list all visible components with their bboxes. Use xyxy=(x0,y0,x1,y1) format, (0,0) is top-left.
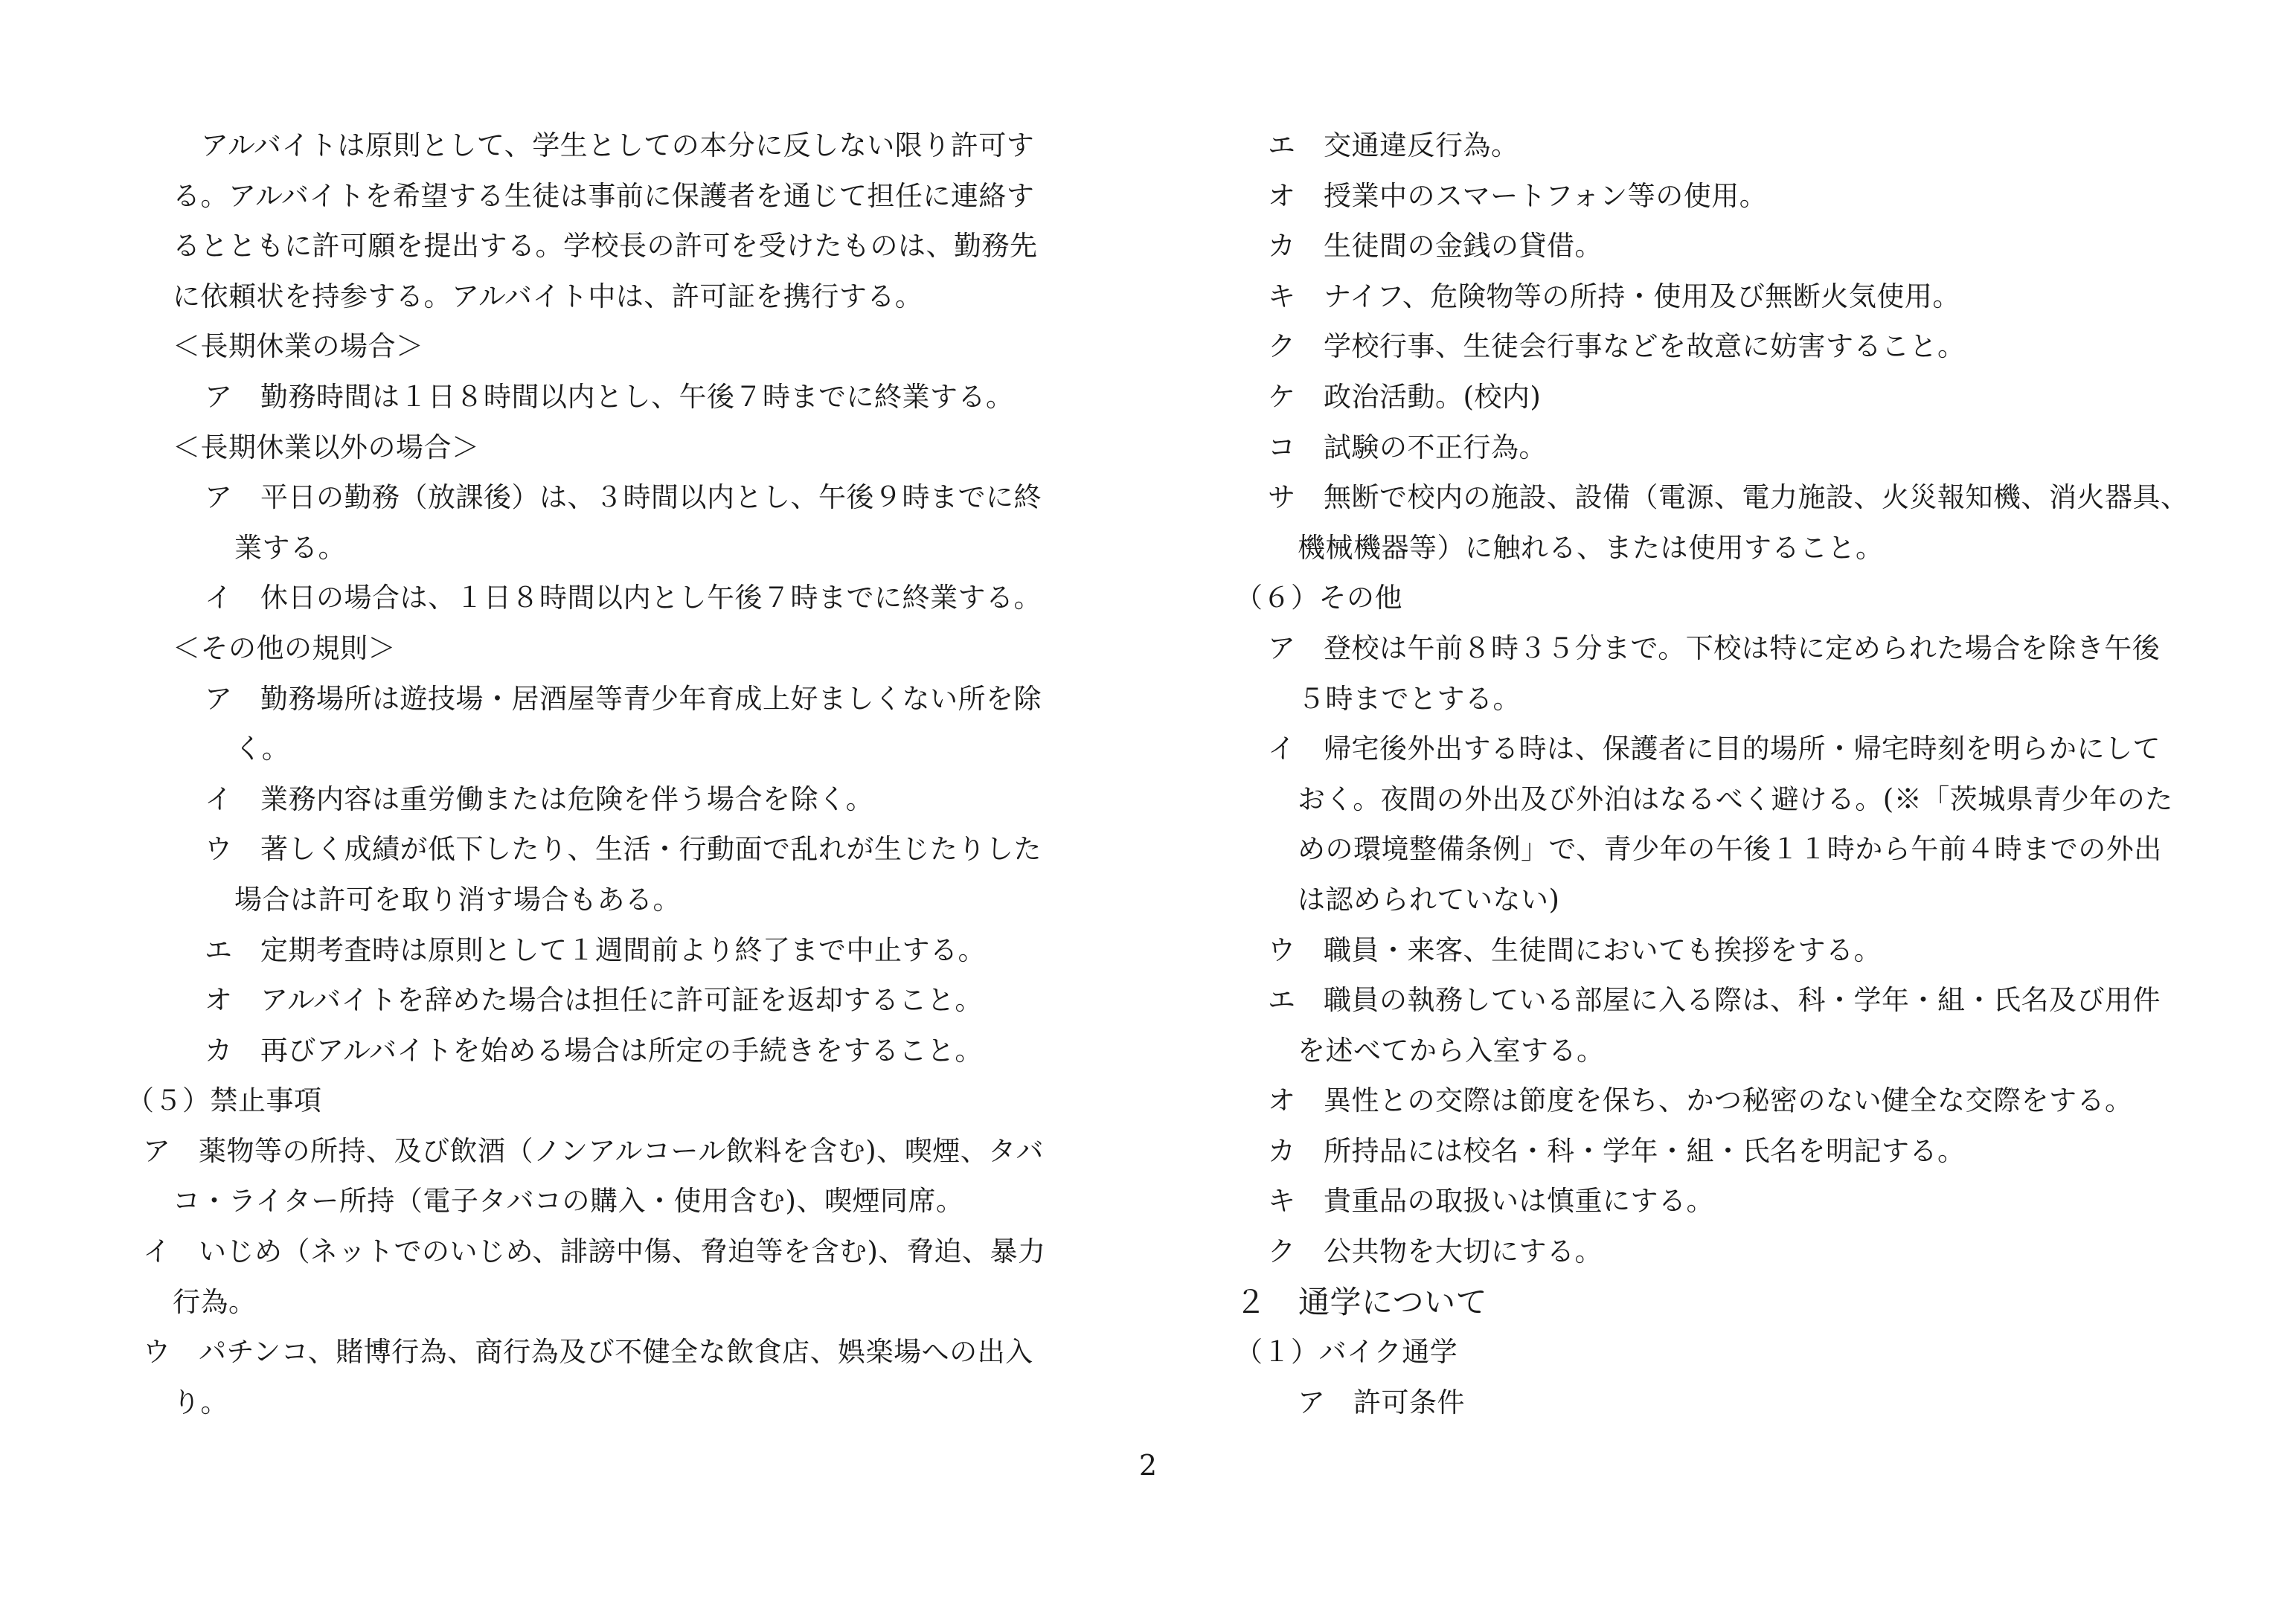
text-line: エ 交通違反行為。 xyxy=(1268,129,1519,161)
left-column xyxy=(126,120,1101,1427)
text-line: エ 定期考査時は原則として１週間前より終了まで中止する。 xyxy=(205,933,986,966)
text-line: めの環境整備条例」で、青少年の午後１１時から午前４時までの外出 xyxy=(1298,833,2162,866)
text-line: キ ナイフ、危険物等の所持・使用及び無断火気使用。 xyxy=(1268,280,1960,312)
text-line: ウ 職員・来客、生徒間においても挨拶をする。 xyxy=(1268,933,1882,966)
text-line: キ 貴重品の取扱いは慎重にする。 xyxy=(1268,1185,1714,1218)
text-line: イ いじめ（ネットでのいじめ、誹謗中傷、脅迫等を含む)、脅迫、暴力 xyxy=(143,1235,1046,1268)
text-line: る。アルバイトを希望する生徒は事前に保護者を通じて担任に連絡す xyxy=(173,179,1035,212)
text-line: イ 休日の場合は、１日８時間以内とし午後７時までに終業する。 xyxy=(205,582,1042,614)
text-line: は認められていない) xyxy=(1298,883,1560,916)
text-line: コ 試験の不正行為。 xyxy=(1268,431,1547,463)
text-line: カ 生徒間の金銭の貸借。 xyxy=(1268,230,1603,263)
section-heading: ２ 通学について xyxy=(1235,1283,1488,1320)
text-line: に依頼状を持参する。アルバイト中は、許可証を携行する。 xyxy=(173,280,923,312)
text-line: 業する。 xyxy=(234,531,346,564)
text-line: コ・ライター所持（電子タバコの購入・使用含む)、喫煙同席。 xyxy=(173,1185,964,1218)
text-line: カ 再びアルバイトを始める場合は所定の手続きをすること。 xyxy=(205,1034,983,1067)
text-line: ＜長期休業の場合＞ xyxy=(173,330,424,363)
text-line: おく。夜間の外出及び外泊はなるべく避ける。(※「茨城県青少年のた xyxy=(1298,782,2173,815)
text-line: ク 学校行事、生徒会行事などを故意に妨害すること。 xyxy=(1268,330,1966,363)
text-line: を述べてから入室する。 xyxy=(1298,1034,1605,1067)
text-line: るとともに許可願を提出する。学校長の許可を受けたものは、勤務先 xyxy=(173,230,1038,263)
text-line: ア 平日の勤務（放課後）は、３時間以内とし、午後９時までに終 xyxy=(205,481,1042,514)
text-line: ア 勤務場所は遊技場・居酒屋等青少年育成上好ましくない所を除 xyxy=(205,682,1042,715)
text-line: イ 業務内容は重労働または危険を伴う場合を除く。 xyxy=(205,782,874,815)
text-line: 機械機器等）に触れる、または使用すること。 xyxy=(1298,531,1884,564)
text-line: ウ パチンコ、賭博行為、商行為及び不健全な飲食店、娯楽場への出入 xyxy=(143,1336,1033,1369)
text-line: り。 xyxy=(173,1386,228,1418)
text-line: オ 授業中のスマートフォン等の使用。 xyxy=(1268,179,1768,212)
text-line: く。 xyxy=(234,733,290,765)
page-number: 2 xyxy=(1138,1449,1158,1482)
text-line: アルバイトは原則として、学生としての本分に反しない限り許可す xyxy=(201,129,1035,161)
text-line: オ 異性との交際は節度を保ち、かつ秘密のない健全な交際をする。 xyxy=(1268,1084,2133,1117)
text-line: ５時までとする。 xyxy=(1298,682,1521,715)
text-line: ク 公共物を大切にする。 xyxy=(1268,1235,1603,1268)
text-line: ＜長期休業以外の場合＞ xyxy=(173,431,480,463)
text-line: ア 登校は午前８時３５分まで。下校は特に定められた場合を除き午後 xyxy=(1268,631,2161,664)
text-line: ア 勤務時間は１日８時間以内とし、午後７時までに終業する。 xyxy=(205,380,1014,413)
text-line: 場合は許可を取り消す場合もある。 xyxy=(234,883,681,916)
text-line: エ 職員の執務している部屋に入る際は、科・学年・組・氏名及び用件 xyxy=(1268,984,2161,1017)
text-line: （６）その他 xyxy=(1235,582,1402,614)
text-line: イ 帰宅後外出する時は、保護者に目的場所・帰宅時刻を明らかにして xyxy=(1268,733,2161,765)
text-line: ア 薬物等の所持、及び飲酒（ノンアルコール飲料を含む)、喫煙、タバ xyxy=(143,1134,1044,1167)
text-line: （５）禁止事項 xyxy=(126,1084,322,1117)
text-line: オ アルバイトを辞めた場合は担任に許可証を返却すること。 xyxy=(205,984,983,1017)
text-line: カ 所持品には校名・科・学年・組・氏名を明記する。 xyxy=(1268,1134,1966,1167)
text-line: ア 許可条件 xyxy=(1298,1386,1465,1418)
text-line: ＜その他の規則＞ xyxy=(173,631,396,664)
right-column xyxy=(1235,120,2210,1427)
text-line: ウ 著しく成績が低下したり、生活・行動面で乱れが生じたりした xyxy=(205,833,1042,866)
text-line: （１）バイク通学 xyxy=(1235,1336,1458,1369)
text-line: 行為。 xyxy=(173,1285,257,1318)
text-line: ケ 政治活動。(校内) xyxy=(1268,380,1542,413)
text-line: サ 無断で校内の施設、設備（電源、電力施設、火災報知機、消火器具、 xyxy=(1268,481,2189,514)
